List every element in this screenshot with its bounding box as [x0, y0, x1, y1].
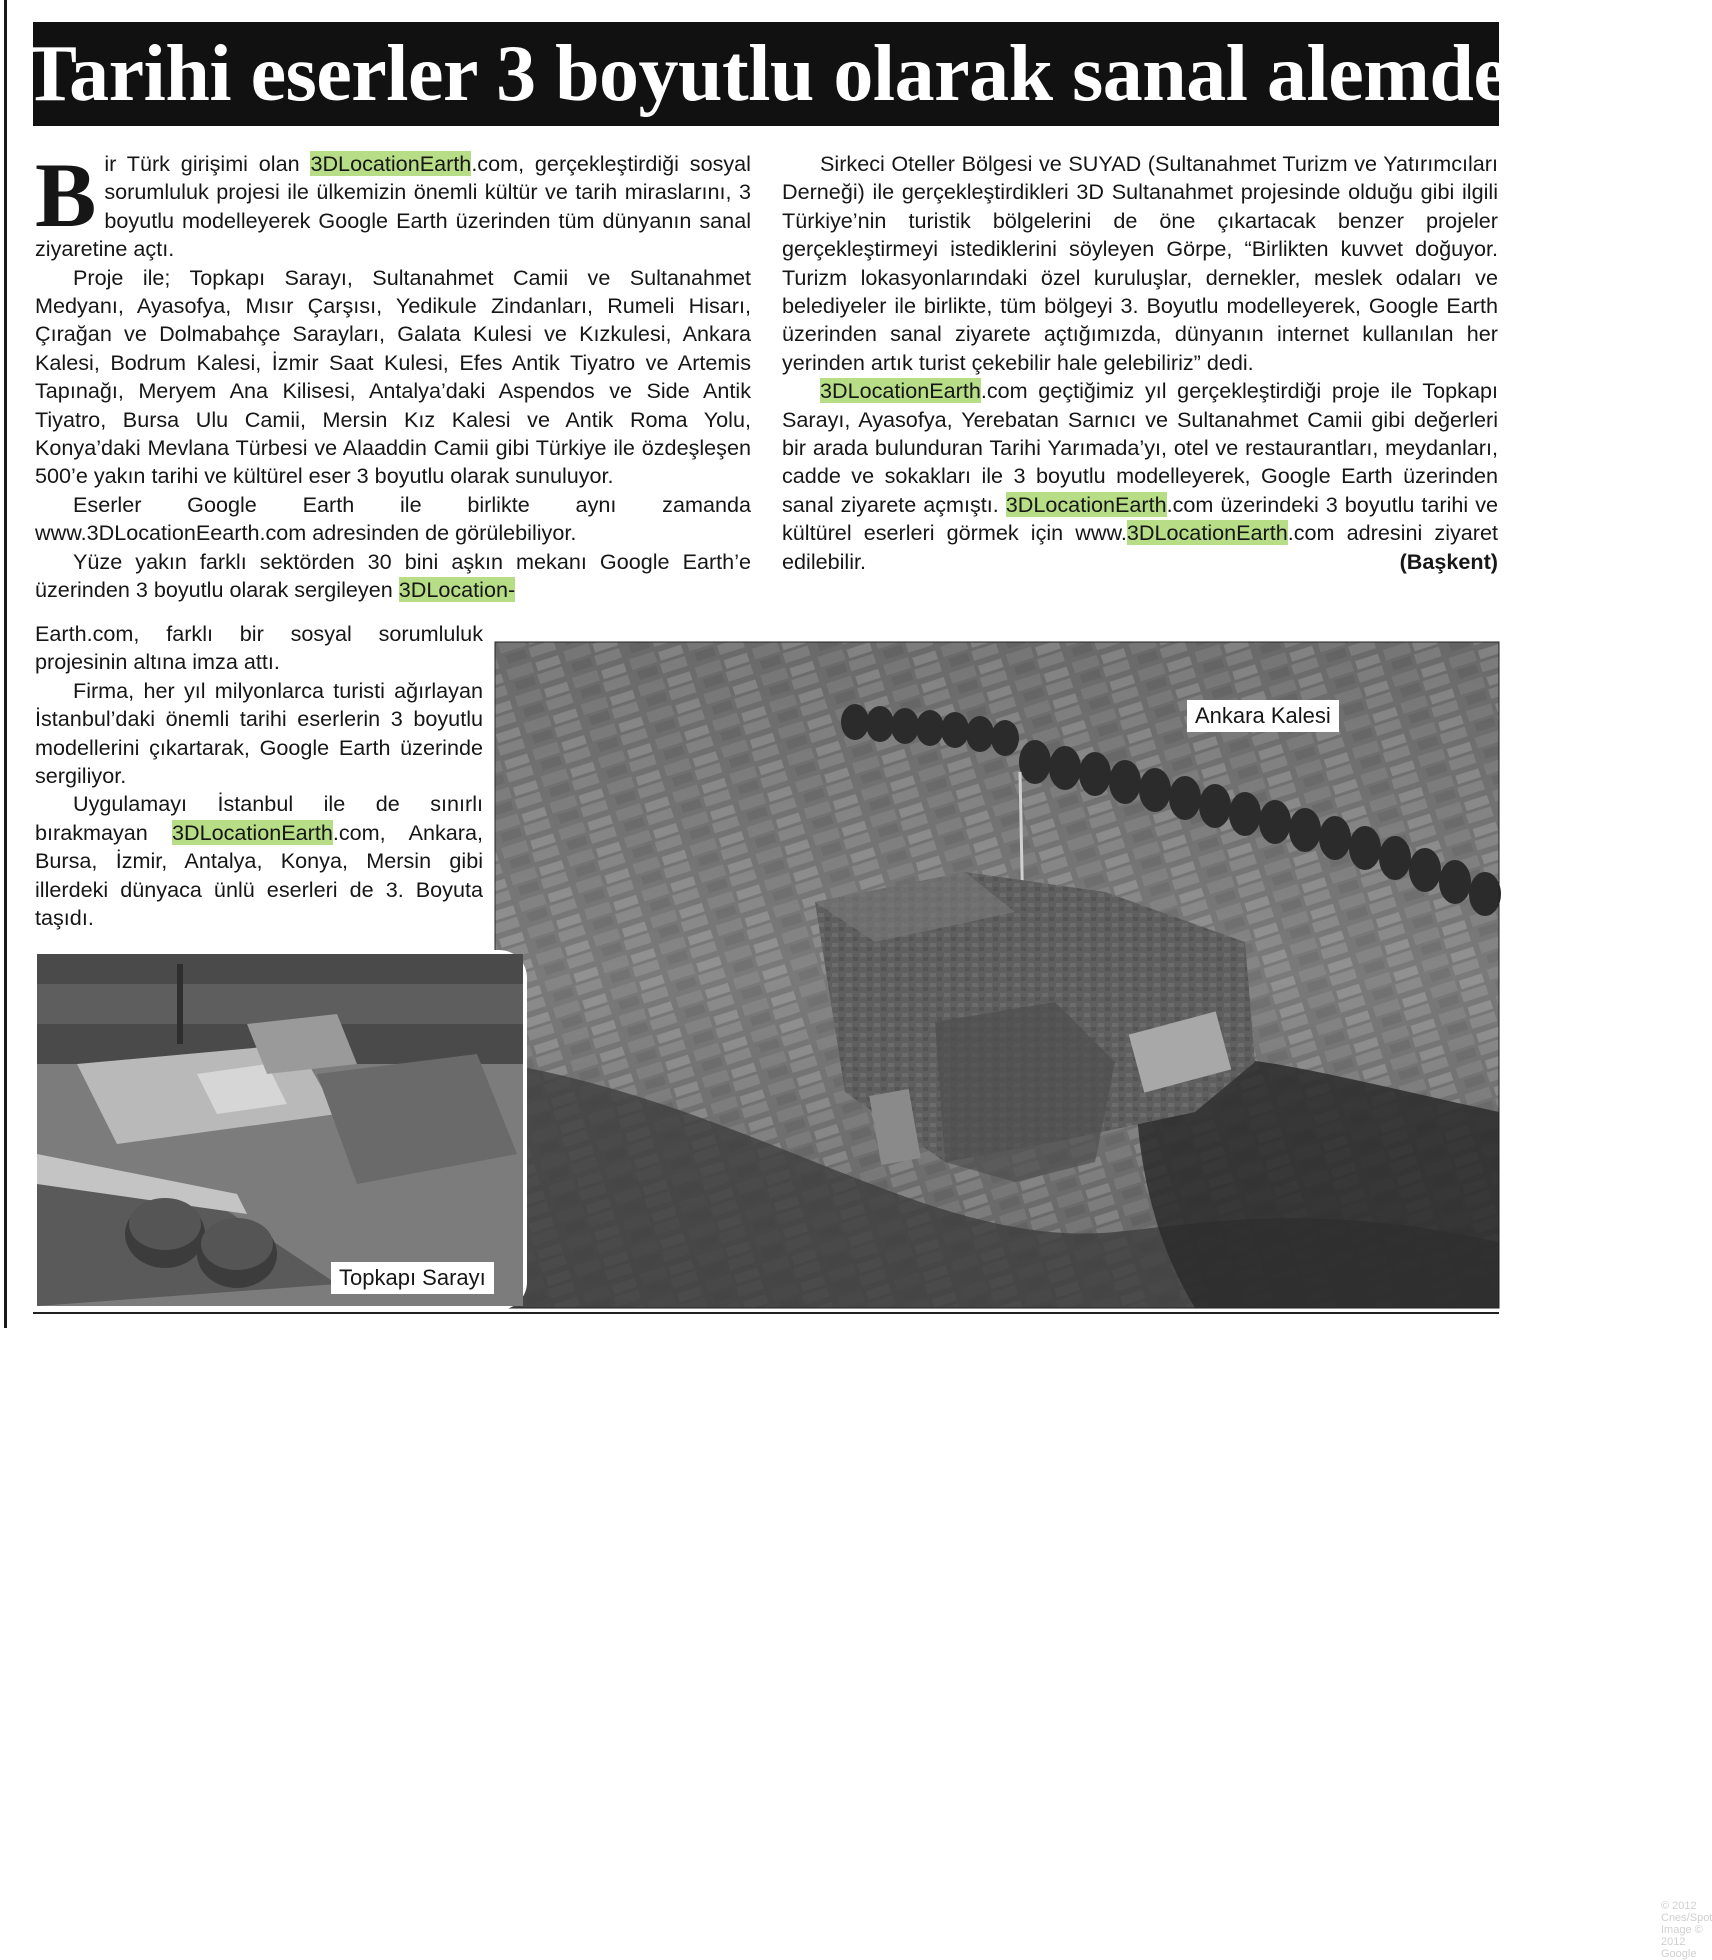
- topkapi-sarayi-caption: Topkapı Sarayı: [331, 1262, 494, 1294]
- brand-highlight: 3DLocationEarth: [1005, 491, 1167, 517]
- brand-highlight: 3DLocationEarth: [820, 378, 981, 404]
- left-column: [35, 144, 751, 605]
- left-paragraph-2: Proje ile; Topkapı Sarayı, Sultanahmet Camii ve Sultanahmet Medyanı, Ayasofya, Mısır Çarşısı, Yedikule Zindanları, Rumeli Hisarı, Çırağan ve Dolmabahçe Sarayları, Galata Kulesi ve Kızkulesi, Ankara Kalesi, Bodrum Kalesi, İzmir Saat Kulesi, Efes Antik Tiyatro ve Artemis Tapınağı, Meryem Ana Kilisesi, Antalya’daki Aspendos ve Side Antik Tiyatro, Bursa Ulu Camii, Mersin Kız Kalesi ve Antik Roma Yolu, Konya’daki Mevlana Türbesi ve Alaaddin Camii gibi Türkiye ile özdeşleşen 500’e yakın tarihi ve kültürel eser 3 boyutlu olarak sunuluyor.: [35, 264, 751, 489]
- headline-bar: [23, 22, 1509, 126]
- headline: Tarihi eserler 3 boyutlu olarak sanal alemde: [23, 29, 1509, 118]
- left-paragraph-3: Eserler Google Earth ile birlikte aynı zamanda www.3DLocationEearth.com adresinden de görülebiliyor.: [35, 491, 751, 546]
- left-paragraph-4-continued: Earth.com, farklı bir sosyal sorumluluk projesinin altına imza attı.: [35, 621, 483, 675]
- ankara-kalesi-caption: Ankara Kalesi: [1187, 700, 1339, 732]
- brand-highlight: 3DLocationEarth: [1126, 520, 1288, 546]
- source-credit: (Başkent): [1399, 549, 1498, 575]
- right-column: [782, 150, 1498, 577]
- ankara-kalesi-photo: [495, 642, 1712, 1960]
- palace-3d-image: [37, 954, 523, 1306]
- left-paragraph-5: Firma, her yıl milyonlarca turisti ağırlayan İstanbul’daki önemli tarihi eserlerin 3 boyutlu modellerini çıkartarak, Google Earth üzerinde sergiliyor.: [35, 677, 483, 789]
- brand-highlight: 3DLocationEarth: [310, 151, 472, 176]
- left-paragraph-4: Yüze yakın farklı sektörden 30 bini aşkın mekanı Google Earth’e üzerinden 3 boyutlu olarak sergileyen 3DLocation-: [35, 548, 751, 603]
- left-paragraph-1: Bir Türk girişimi olan 3DLocationEarth.com, gerçekleştirdiği sosyal sorumluluk projesi ile ülkemizin önemli kültür ve tarih miraslarını, 3 boyutlu modelleyerek Google Earth üzerinden tüm dünyanın sanal ziyaretine açtı.: [35, 144, 751, 262]
- brand-highlight: 3DLocation-: [398, 577, 516, 603]
- right-paragraph-1: Sirkeci Oteller Bölgesi ve SUYAD (Sultanahmet Turizm ve Yatırımcıları Derneği) ile gerçekleştirdikleri 3D Sultanahmet projesinde olduğu gibi ilgili Türkiye’nin turistik bölgelerini de öne çıkartacak benzer projeler gerçekleştirmeyi istediklerini söyleyen Görpe, “Birlikten kuvvet doğuyor. Turizm lokasyonlarındaki özel kuruluşlar, dernekler, meslek odaları ve belediyeler ile birlikte, tüm bölgeyi 3. Boyutlu modelleyerek, Google Earth üzerinden sanal ziyarete açtığımızda, dünyanın internet kullanılan her yerinden artık turist çekebilir hale gelebiliriz” dedi.: [782, 151, 1498, 375]
- dropcap: B: [35, 144, 97, 246]
- bottom-rule: [33, 1312, 1499, 1314]
- left-column-narrow: [35, 620, 483, 932]
- right-paragraph-2: 3DLocationEarth.com geçtiğimiz yıl gerçekleştirdiği proje ile Topkapı Sarayı, Ayasofya, Yerebatan Sarnıcı ve Sultanahmet Camii gibi değerleri bir arada bulunduran Tarihi Yarımada’yı, otel ve restaurantları, meydanları, cadde ve sokakları ile 3 boyutlu modelleyerek, Google Earth üzerinden sanal ziyarete açmıştı. 3DLocationEarth.com üzerindeki 3 boyutlu tarihi ve kültürel eserleri görmek için www.3DLocationEarth.com adresini ziyaret edilebilir.: [782, 378, 1499, 574]
- topkapi-sarayi-photo: [33, 950, 527, 1310]
- left-paragraph-6: Uygulamayı İstanbul ile de sınırlı bırakmayan 3DLocationEarth.com, Ankara, Bursa, İzmir, Antalya, Konya, Mersin gibi illerdeki dünyaca ünlü eserleri de 3. Boyuta taşıdı.: [35, 791, 483, 931]
- imagery-watermark: © 2012 Cnes/Spot Image © 2012 Google: [1661, 1900, 1712, 1960]
- page-left-rule: [4, 0, 7, 1328]
- brand-highlight: 3DLocationEarth: [171, 819, 333, 845]
- castle-aerial-image: [495, 642, 1499, 1308]
